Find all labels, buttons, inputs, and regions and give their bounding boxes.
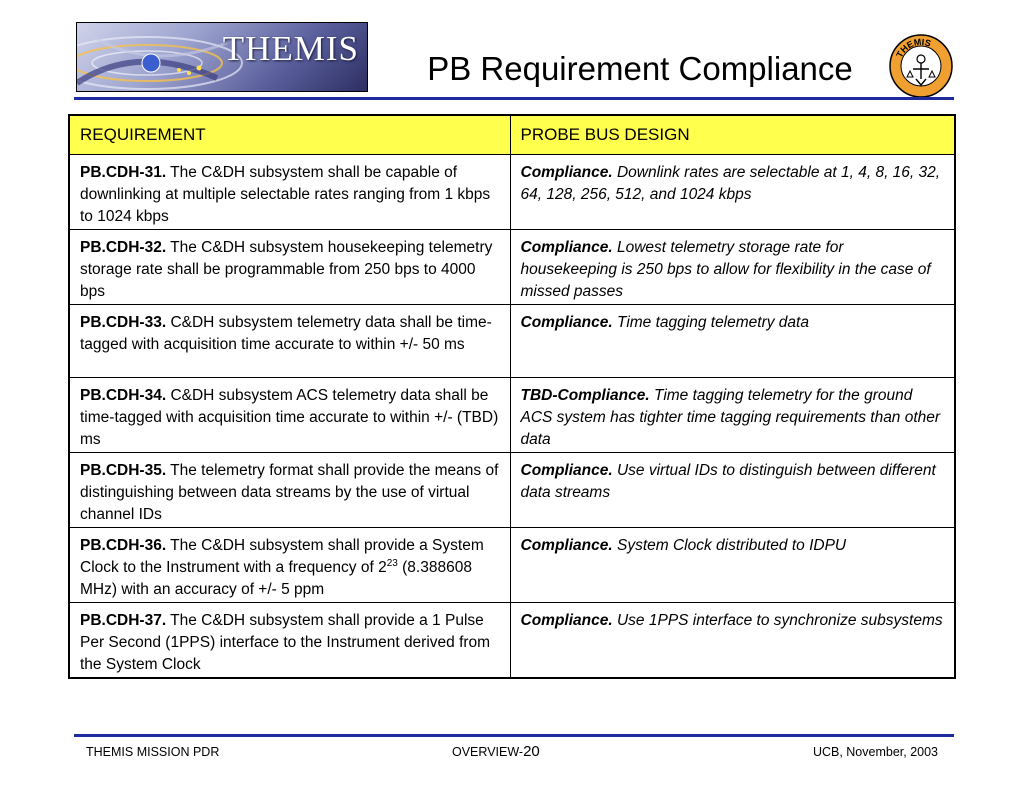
design-cell <box>510 378 955 453</box>
design-text: Lowest telemetry storage rate for housekeeping is 250 bps to allow for flexibility in the case of missed passes <box>520 239 931 300</box>
table-row <box>69 230 955 305</box>
frequency-exponent: 23 <box>386 557 398 569</box>
compliance-status: Compliance. <box>520 462 613 479</box>
table-row <box>69 155 955 230</box>
design-cell <box>510 305 955 378</box>
requirement-cell <box>69 378 510 453</box>
compliance-status: Compliance. <box>520 239 613 256</box>
requirement-text: The telemetry format shall provide the means of distinguishing between data streams by the use of virtual channel IDs <box>80 462 499 523</box>
requirement-cell <box>69 603 510 679</box>
requirement-text: C&DH subsystem telemetry data shall be time-tagged with acquisition time accurate to within +/- 50 ms <box>80 314 492 353</box>
footer-divider <box>74 734 954 737</box>
themis-logo-banner <box>76 22 368 92</box>
design-text: Use 1PPS interface to synchronize subsystems <box>616 612 943 629</box>
design-text: Time tagging telemetry data <box>616 314 809 331</box>
page-number: 20 <box>523 743 540 760</box>
requirement-id: PB.CDH-32. <box>80 239 167 256</box>
requirement-cell <box>69 305 510 378</box>
seal-icon <box>888 33 954 99</box>
column-header-probe-bus-design: PROBE BUS DESIGN <box>510 115 955 155</box>
design-cell <box>510 603 955 679</box>
requirement-text: The C&DH subsystem shall provide a System Clock to the Instrument with a frequency of <box>80 537 484 576</box>
requirement-text: The C&DH subsystem shall be capable of downlinking at multiple selectable rates ranging from 1 kbps to 1024 kbps <box>80 164 491 225</box>
design-cell <box>510 528 955 603</box>
requirement-cell <box>69 230 510 305</box>
table-row <box>69 528 955 603</box>
design-cell <box>510 230 955 305</box>
compliance-status: Compliance. <box>520 537 613 554</box>
requirement-text: C&DH subsystem ACS telemetry data shall be time-tagged with acquisition time accurate to within +/- (TBD) ms <box>80 387 499 448</box>
requirement-id: PB.CDH-34. <box>80 387 167 404</box>
table-header-row <box>69 115 955 155</box>
requirement-text: The C&DH subsystem shall provide a 1 Pulse Per Second (1PPS) interface to the Instrument derived from the System Clock <box>80 612 491 673</box>
seal-text: THEMIS <box>894 36 933 60</box>
requirement-id: PB.CDH-36. <box>80 537 167 554</box>
requirement-cell <box>69 528 510 603</box>
themis-seal-logo <box>888 33 954 99</box>
requirements-table <box>68 114 956 679</box>
column-header-requirement: REQUIREMENT <box>69 115 510 155</box>
compliance-status: Compliance. <box>520 612 613 629</box>
design-text: Use virtual IDs to distinguish between different data streams <box>520 462 936 501</box>
compliance-status: Compliance. <box>520 164 613 181</box>
design-cell <box>510 155 955 230</box>
requirement-id: PB.CDH-37. <box>80 612 167 629</box>
requirement-text: The C&DH subsystem housekeeping telemetry storage rate shall be programmable from 250 bps to 4000 bps <box>80 239 493 300</box>
design-cell <box>510 453 955 528</box>
table-row <box>69 453 955 528</box>
requirement-id: PB.CDH-33. <box>80 314 167 331</box>
table-row <box>69 378 955 453</box>
footer-page-label <box>452 743 592 761</box>
design-text: Time tagging telemetry for the ground ACS system has tighter time tagging requirements than other data <box>520 387 941 448</box>
header-divider <box>74 97 954 100</box>
requirement-id: PB.CDH-35. <box>80 462 167 479</box>
page-title: PB Requirement Compliance <box>427 50 853 87</box>
design-text: Downlink rates are selectable at 1, 4, 8, 16, 32, 64, 128, 256, 512, and 1024 kbps <box>520 164 941 203</box>
requirement-cell <box>69 453 510 528</box>
table-row <box>69 305 955 378</box>
footer-mission-label: THEMIS MISSION PDR <box>86 745 220 759</box>
logo-wordmark: THEMIS <box>222 29 359 68</box>
frequency-base: 2 <box>378 559 387 576</box>
footer-section-label: OVERVIEW- <box>452 745 524 759</box>
requirement-text-tail: (8.388608 MHz) with an accuracy of +/- 5 ppm <box>80 559 472 598</box>
table-row <box>69 603 955 679</box>
compliance-status: TBD-Compliance. <box>520 387 650 404</box>
design-text: System Clock distributed to IDPU <box>616 537 847 554</box>
requirement-cell <box>69 155 510 230</box>
requirement-id: PB.CDH-31. <box>80 164 167 181</box>
footer-date-label: UCB, November, 2003 <box>812 745 938 759</box>
compliance-status: Compliance. <box>520 314 613 331</box>
